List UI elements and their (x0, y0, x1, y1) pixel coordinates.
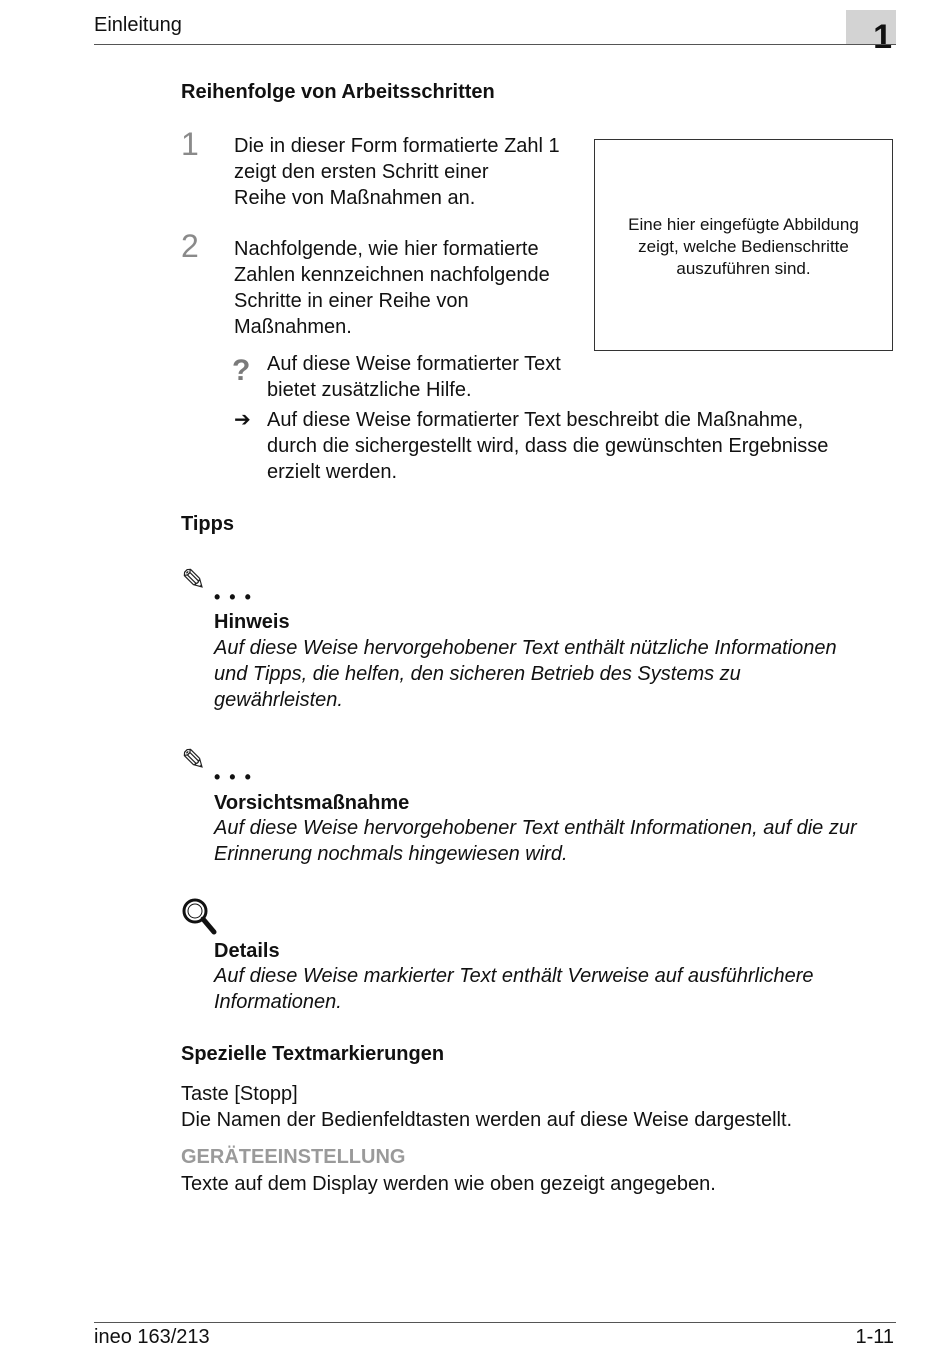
note-text (214, 815, 857, 867)
caption-line: Eine hier eingefügte Abbildung (628, 215, 859, 234)
note-text (214, 635, 837, 713)
display-description: Texte auf dem Display werden wie oben gezeigt angegeben. (181, 1173, 716, 1195)
step-line: Die in dieser Form formatierte Zahl 1 (234, 135, 560, 157)
note-line: Auf diese Weise markierter Text enthält Verweise auf ausführlichere (214, 965, 814, 987)
pencil-icon: ✎ (181, 744, 207, 777)
note-line: Informationen. (214, 991, 342, 1013)
note-line: und Tipps, die helfen, den sicheren Betrieb des Systems zu (214, 663, 741, 685)
result-line: erzielt werden. (267, 461, 398, 483)
ellipsis-icon: • • • (214, 767, 253, 787)
key-label: Taste [Stopp] (181, 1083, 298, 1105)
figure-placeholder (594, 139, 893, 351)
magnifier-icon (181, 897, 217, 935)
running-header-title: Einleitung (94, 14, 182, 36)
step-line: Maßnahmen. (234, 316, 352, 338)
step-number: 2 (181, 228, 199, 264)
step-line: Reihe von Maßnahmen an. (234, 187, 476, 209)
question-mark-icon: ? (232, 354, 251, 387)
header-divider (94, 44, 896, 45)
step-number: 1 (181, 126, 199, 162)
note-line: Auf diese Weise hervorgehobener Text enthält nützliche Informationen (214, 637, 837, 659)
display-label: GERÄTEEINSTELLUNG (181, 1146, 406, 1168)
caption-line: auszuführen sind. (676, 259, 811, 278)
result-line: Auf diese Weise formatierter Text beschreibt die Maßnahme, (267, 409, 804, 431)
step-text (234, 236, 550, 340)
note-line: Auf diese Weise hervorgehobener Text enthält Informationen, auf die zur (214, 817, 857, 839)
note-title: Hinweis (214, 611, 290, 633)
note-text (214, 963, 814, 1015)
note-line: Erinnerung nochmals hingewiesen wird. (214, 843, 568, 865)
step-line: Schritte in einer Reihe von (234, 290, 469, 312)
figure-caption (595, 214, 892, 280)
section-heading-tips: Tipps (181, 513, 234, 535)
step-line: Zahlen kennzeichnen nachfolgende (234, 264, 550, 286)
note-title: Details (214, 940, 280, 962)
key-description: Die Namen der Bedienfeldtasten werden auf diese Weise dargestellt. (181, 1109, 793, 1131)
step-line: zeigt den ersten Schritt einer (234, 161, 489, 183)
footer-divider (94, 1322, 896, 1323)
step-text (234, 133, 560, 211)
right-arrow-icon: ➔ (234, 409, 251, 431)
result-line: durch die sichergestellt wird, dass die gewünschten Ergebnisse (267, 435, 829, 457)
help-text (267, 351, 561, 403)
footer-model: ineo 163/213 (94, 1326, 210, 1348)
chapter-number: 1 (873, 18, 892, 56)
page-number: 1-11 (855, 1326, 894, 1348)
note-line: gewährleisten. (214, 689, 343, 711)
ellipsis-icon: • • • (214, 587, 253, 607)
chapter-tab (846, 10, 896, 56)
note-title: Vorsichtsmaßnahme (214, 792, 410, 814)
caption-line: zeigt, welche Bedienschritte (638, 237, 849, 256)
pencil-icon: ✎ (181, 564, 207, 597)
step-line: Nachfolgende, wie hier formatierte (234, 238, 539, 260)
section-heading-special: Spezielle Textmarkierungen (181, 1043, 445, 1065)
result-text (267, 407, 828, 485)
help-line: Auf diese Weise formatierter Text (267, 353, 561, 375)
help-line: bietet zusätzliche Hilfe. (267, 379, 472, 401)
section-heading-steps: Reihenfolge von Arbeitsschritten (181, 81, 495, 103)
